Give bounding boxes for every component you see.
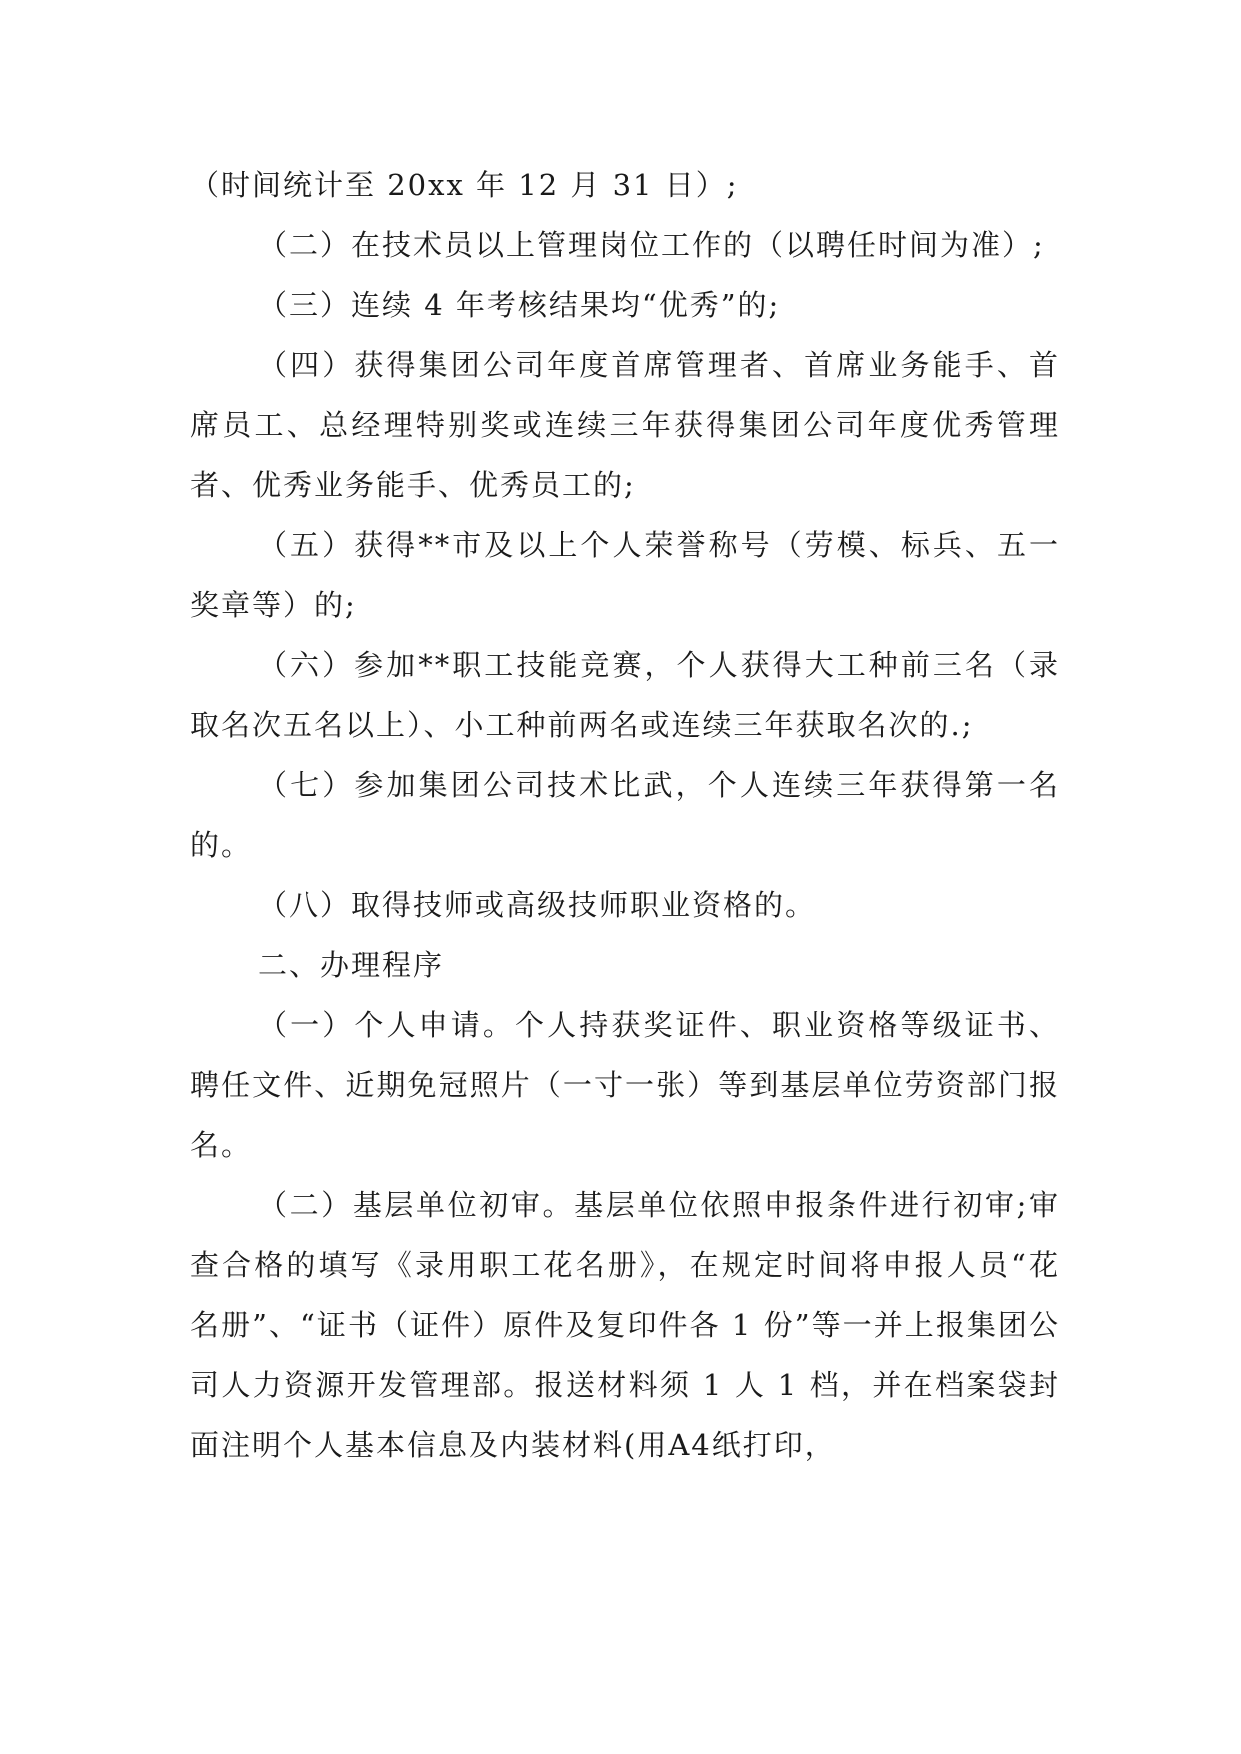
document-body bbox=[190, 155, 1060, 1475]
paragraph-condition-4: （四）获得集团公司年度首席管理者、首席业务能手、首席员工、总经理特别奖或连续三年获得集团公司年度优秀管理者、优秀业务能手、优秀员工的; bbox=[190, 348, 1060, 502]
paragraph-condition-5: （五）获得**市及以上个人荣誉称号（劳模、标兵、五一奖章等）的; bbox=[190, 528, 1060, 622]
paragraph-condition-8: （八）取得技师或高级技师职业资格的。 bbox=[258, 888, 817, 922]
section-heading-procedure: 二、办理程序 bbox=[258, 948, 445, 982]
paragraph-condition-6: （六）参加**职工技能竞赛，个人获得大工种前三名（录取名次五名以上）、小工种前两名或连续三年获取名次的.; bbox=[190, 648, 1060, 742]
paragraph-step-2: （二）基层单位初审。基层单位依照申报条件进行初审;审查合格的填写《录用职工花名册》，在规定时间将申报人员“花名册”、“证书（证件）原件及复印件各 1 份”等一并上报集团公司人力资源开发管理部。报送材料须 1 人 1 档，并在档案袋封面注明个人基本信息及内装材料(用A4纸打印， bbox=[190, 1188, 1060, 1462]
paragraph-time-note: （时间统计至 20xx 年 12 月 31 日）; bbox=[190, 168, 739, 202]
paragraph-step-1: （一）个人申请。个人持获奖证件、职业资格等级证书、聘任文件、近期免冠照片（一寸一张）等到基层单位劳资部门报名。 bbox=[190, 1008, 1060, 1162]
paragraph-condition-7: （七）参加集团公司技术比武，个人连续三年获得第一名的。 bbox=[190, 768, 1060, 862]
paragraph-condition-2: （二）在技术员以上管理岗位工作的（以聘任时间为准）; bbox=[258, 228, 1045, 262]
paragraph-condition-3: （三）连续 4 年考核结果均“优秀”的; bbox=[258, 288, 781, 322]
